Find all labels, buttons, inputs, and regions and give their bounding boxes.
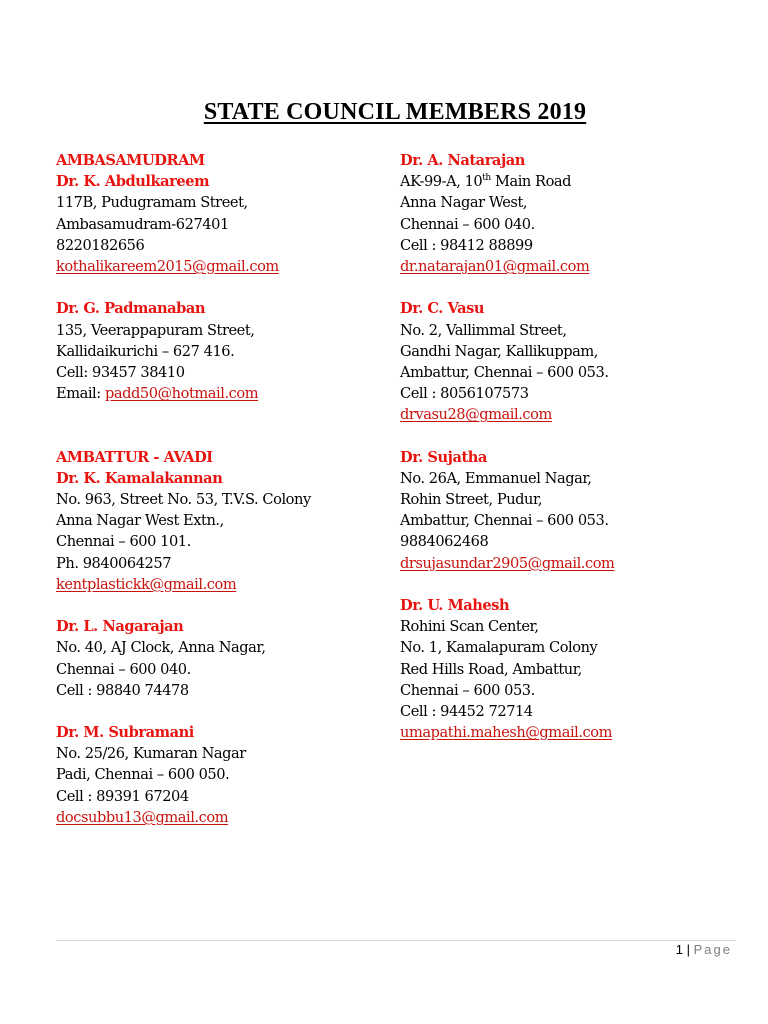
page-label: Page [693,942,732,957]
page-title: STATE COUNCIL MEMBERS 2019 [203,99,587,125]
page-number: 1 [675,942,684,957]
address-line: Red Hills Road, Ambattur, [400,660,582,678]
address-line: Kallidaikurichi – 627 416. [56,342,235,360]
address-line: Rohin Street, Pudur, [400,491,543,508]
member-name: Dr. A. Natarajan [400,152,525,169]
address-line: Chennai – 600 053. [400,681,535,699]
member-name: Dr. G. Padmanaban [56,300,206,318]
member-card [400,298,750,425]
address-line: Anna Nagar West Extn., [56,512,224,530]
phone-line: 9884062468 [400,533,489,551]
email-link[interactable]: padd50@hotmail.com [104,385,259,403]
email-link[interactable]: umapathi.mahesh@gmail.com [400,724,613,742]
address-line: Chennai – 600 040. [56,660,191,678]
address-line: No. 963, Street No. 53, T.V.S. Colony [56,491,311,509]
member-name: Dr. L. Nagarajan [56,618,184,636]
phone-line: Cell : 89391 67204 [56,787,189,805]
address-line: No. 25/26, Kumaran Nagar [56,745,246,763]
footer-separator: | [683,942,694,957]
member-name: Dr. Sujatha [400,448,487,466]
region-heading: AMBASAMUDRAM [56,152,205,169]
address-line: Chennai – 600 040. [400,215,535,233]
page-footer [676,942,732,957]
address-line: Anna Nagar West, [400,194,528,212]
email-link[interactable]: kothalikareem2015@gmail.com [56,257,279,275]
member-card [56,722,386,828]
member-name: Dr. K. Kamalakannan [56,469,223,487]
left-column [56,150,386,828]
member-card [56,150,386,277]
phone-line: Cell : 8056107573 [400,385,529,403]
member-card [56,298,386,404]
address-line: AK-99-A, 10th Main Road [400,173,572,191]
phone-line: Cell : 94452 72714 [400,702,533,720]
phone-line: 8220182656 [56,236,145,254]
phone-line: Cell : 98412 88899 [400,236,533,254]
address-line: No. 40, AJ Clock, Anna Nagar, [56,639,266,657]
member-card [400,595,750,743]
email-link[interactable]: dr.natarajan01@gmail.com [400,257,590,275]
address-line: No. 2, Vallimmal Street, [400,321,567,339]
email-line [56,383,386,404]
member-card [400,150,750,277]
member-card [400,447,750,574]
member-card [56,616,386,701]
right-column [400,150,750,743]
region-heading: AMBATTUR - AVADI [56,448,213,466]
phone-line: Cell: 93457 38410 [56,363,185,381]
email-prefix: Email: [56,385,105,403]
footer-divider [56,940,736,941]
address-line: Padi, Chennai – 600 050. [56,766,230,784]
member-name: Dr. U. Mahesh [400,596,510,614]
member-card [56,447,386,595]
address-line: Gandhi Nagar, Kallikuppam, [400,342,598,360]
phone-line: Cell : 98840 74478 [56,681,189,699]
email-link[interactable]: docsubbu13@gmail.com [56,808,229,826]
member-name: Dr. K. Abdulkareem [56,173,210,191]
address-line: 117B, Pudugramam Street, [56,194,248,212]
address-line: No. 26A, Emmanuel Nagar, [400,469,592,487]
email-link[interactable]: kentplastickk@gmail.com [56,575,237,593]
address-line: Ambattur, Chennai – 600 053. [400,363,609,381]
phone-line: Ph. 9840064257 [56,554,172,572]
address-line: Rohini Scan Center, [400,618,539,636]
address-line: No. 1, Kamalapuram Colony [400,639,598,657]
email-link[interactable]: drvasu28@gmail.com [400,406,552,424]
member-name: Dr. M. Subramani [56,724,194,742]
member-name: Dr. C. Vasu [400,300,485,318]
address-line: Ambattur, Chennai – 600 053. [400,512,609,530]
address-line: Chennai – 600 101. [56,533,191,551]
address-line: Ambasamudram-627401 [56,215,229,233]
address-line: 135, Veerappapuram Street, [56,321,255,339]
email-link[interactable]: drsujasundar2905@gmail.com [400,554,615,572]
